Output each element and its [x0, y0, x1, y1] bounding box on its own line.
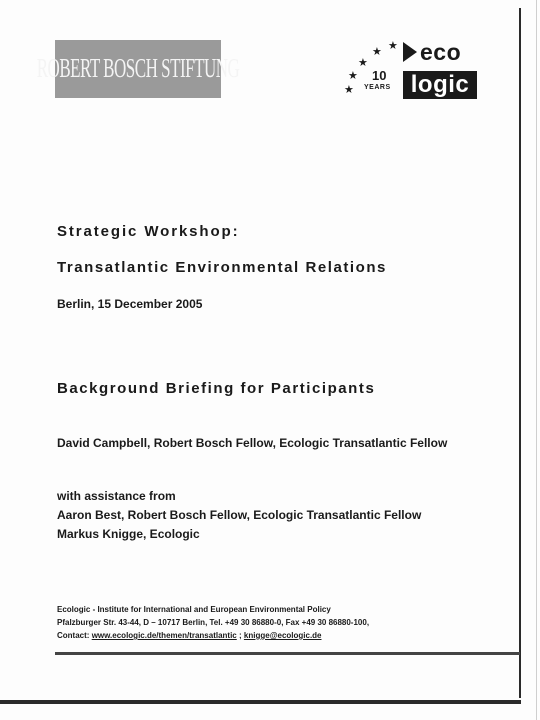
- bosch-logo-text: ROBERT BOSCH STIFTUNG: [36, 53, 240, 84]
- contact-separator: ;: [239, 631, 242, 640]
- footer-address: Pfalzburger Str. 43-44, D – 10717 Berlin, Tel. +49 30 86880-0, Fax +49 30 86880-100,: [57, 618, 370, 627]
- play-arrow-icon: [403, 42, 417, 62]
- briefing-author: David Campbell, Robert Bosch Fellow, Ecologic Transatlantic Fellow: [57, 436, 448, 450]
- assistant-line: Aaron Best, Robert Bosch Fellow, Ecologic Transatlantic Fellow: [57, 508, 422, 522]
- scan-edge-bottom: [0, 700, 521, 704]
- eco-wordmark: eco: [420, 39, 462, 65]
- ecologic-logo: [336, 38, 486, 103]
- footer-contact: [57, 631, 322, 640]
- bosch-stiftung-logo: [36, 40, 240, 98]
- workshop-title-line2: Transatlantic Environmental Relations: [57, 259, 387, 276]
- workshop-place-date: Berlin, 15 December 2005: [57, 297, 203, 311]
- email-link[interactable]: knigge@ecologic.de: [243, 631, 322, 640]
- years-label: YEARS: [364, 84, 391, 91]
- logic-wordmark: logic: [410, 71, 470, 98]
- footer-rule: [55, 652, 520, 655]
- assistant-line: Markus Knigge, Ecologic: [57, 527, 200, 541]
- assistance-intro: with assistance from: [57, 489, 176, 503]
- website-link[interactable]: www.ecologic.de/themen/transatlantic: [91, 631, 237, 640]
- contact-label: Contact:: [57, 631, 90, 640]
- briefing-title: Background Briefing for Participants: [57, 380, 376, 397]
- scan-edge-outer: [536, 0, 537, 720]
- scan-edge-right: [519, 8, 521, 698]
- logic-box: [403, 71, 477, 99]
- years-number: 10: [372, 68, 387, 83]
- workshop-title-line1: Strategic Workshop:: [57, 223, 240, 240]
- footer-institute: Ecologic - Institute for International and European Environmental Policy: [57, 605, 331, 614]
- stars-arc-icon: ★ ★ ★ ★ ★: [344, 40, 398, 96]
